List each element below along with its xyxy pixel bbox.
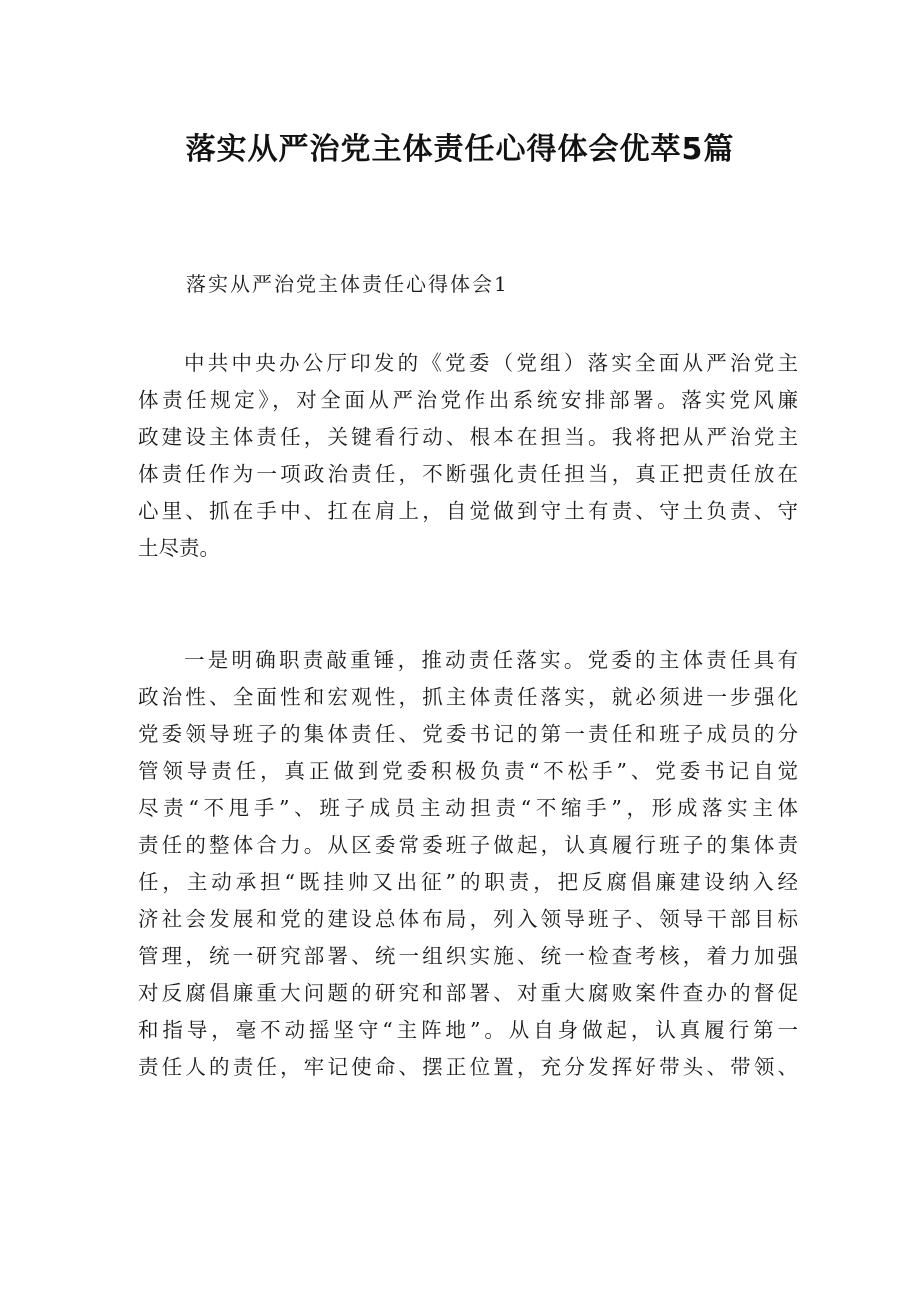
paragraph-line: 和指导，毫不动摇坚守“主阵地”。从自身做起，认真履行第一 bbox=[138, 1018, 798, 1042]
paragraph-line: 责任的整体合力。从区委常委班子做起，认真履行班子的集体责 bbox=[138, 833, 798, 857]
section-heading: 落实从严治党主体责任心得体会1 bbox=[186, 272, 509, 296]
paragraph-line: 济社会发展和党的建设总体布局，列入领导班子、领导干部目标 bbox=[138, 907, 798, 931]
paragraph-1 bbox=[138, 345, 798, 567]
paragraph-line: 尽责“不甩手”、班子成员主动担责“不缩手”，形成落实主体 bbox=[138, 796, 798, 820]
paragraph-line: 管领导责任，真正做到党委积极负责“不松手”、党委书记自觉 bbox=[138, 759, 798, 783]
paragraph-line: 任，主动承担“既挂帅又出征”的职责，把反腐倡廉建设纳入经 bbox=[138, 870, 798, 894]
paragraph-line: 责任人的责任，牢记使命、摆正位置，充分发挥好带头、带领、 bbox=[138, 1055, 798, 1079]
paragraph-line: 对反腐倡廉重大问题的研究和部署、对重大腐败案件查办的督促 bbox=[138, 981, 798, 1005]
document-title: 落实从严治党主体责任心得体会优萃5篇 bbox=[185, 132, 735, 167]
paragraph-line: 管理，统一研究部署、统一组织实施、统一检查考核，着力加强 bbox=[138, 944, 798, 968]
paragraph-line: 政建设主体责任，关键看行动、根本在担当。我将把从严治党主 bbox=[138, 425, 798, 449]
paragraph-line: 中共中央办公厅印发的《党委（党组）落实全面从严治党主 bbox=[184, 351, 798, 375]
paragraph-2 bbox=[138, 642, 798, 1086]
paragraph-line: 土尽责。 bbox=[138, 536, 220, 560]
paragraph-line: 心里、抓在手中、扛在肩上，自觉做到守土有责、守土负责、守 bbox=[138, 499, 798, 523]
paragraph-line: 一是明确职责敲重锤，推动责任落实。党委的主体责任具有 bbox=[184, 648, 798, 672]
paragraph-line: 体责任规定》，对全面从严治党作出系统安排部署。落实党风廉 bbox=[138, 388, 798, 412]
paragraph-line: 体责任作为一项政治责任，不断强化责任担当，真正把责任放在 bbox=[138, 462, 798, 486]
paragraph-line: 党委领导班子的集体责任、党委书记的第一责任和班子成员的分 bbox=[138, 722, 798, 746]
paragraph-line: 政治性、全面性和宏观性，抓主体责任落实，就必须进一步强化 bbox=[138, 685, 798, 709]
